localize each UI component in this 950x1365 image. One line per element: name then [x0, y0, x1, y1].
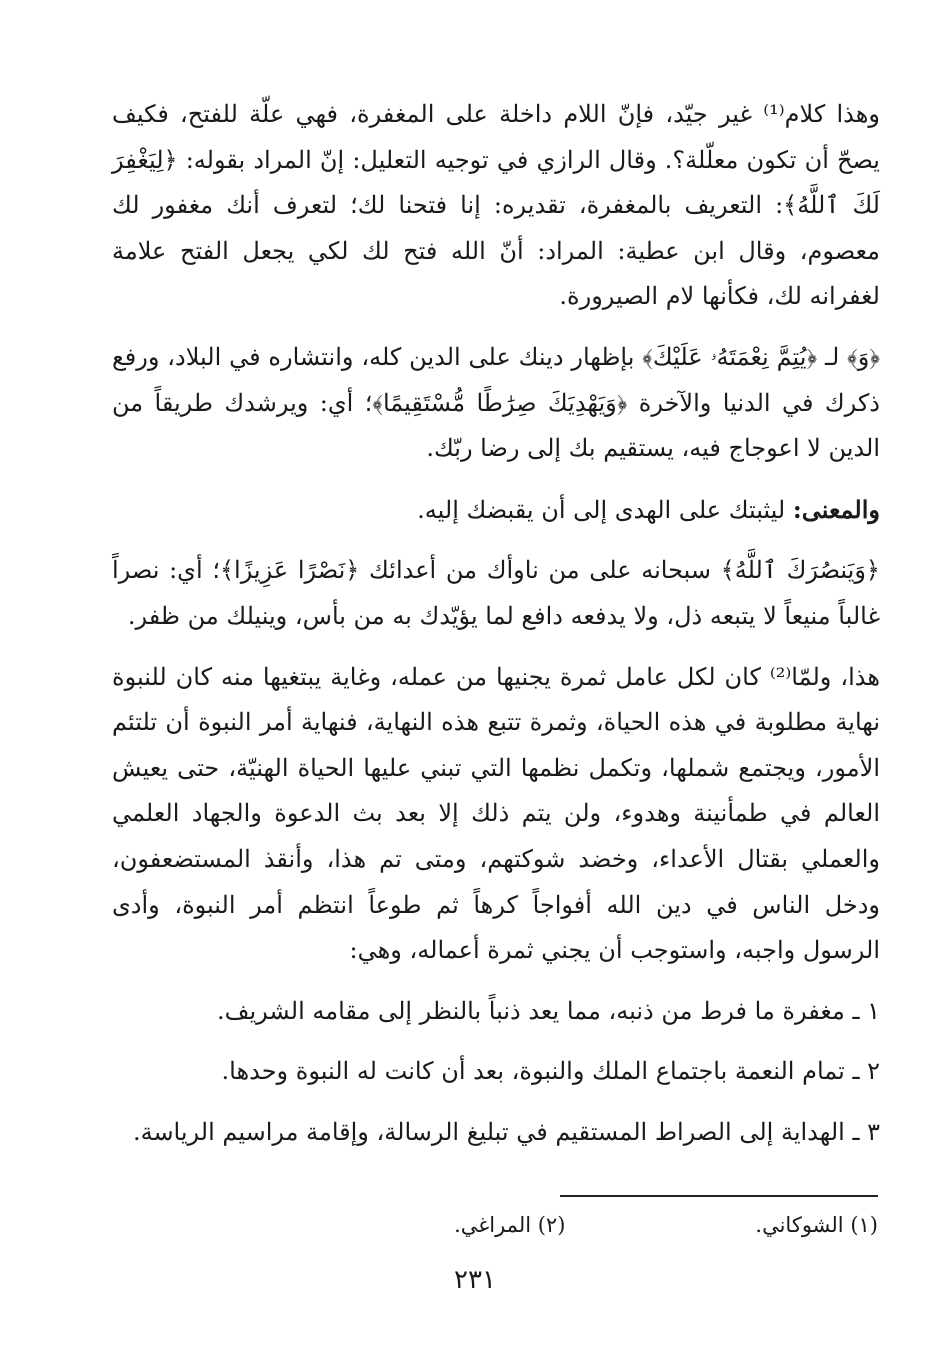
body-text	[112, 92, 880, 1155]
list-item-2: ٢ ـ تمام النعمة باجتماع الملك والنبوة، بعد أن كانت له النبوة وحدها.	[221, 1057, 880, 1086]
footnote-divider	[560, 1195, 878, 1197]
paragraph-3	[112, 487, 880, 534]
footnote-2: (٢) المراغي.	[454, 1213, 566, 1237]
paragraph-1: وهذا كلام⁽¹⁾ غير جيّد، فإنّ اللام داخلة على المغفرة، فهي علّة للفتح، فكيف يصحّ أن تكون معلّلة؟. وقال الرازي في توجيه التعليل: إنّ المراد بقوله: ﴿لِيَغْفِرَ لَكَ ٱللَّهُ﴾: التعريف بالمغفرة، تقديره: إنا فتحنا لك؛ لتعرف أنك مغفور لك معصوم، وقال ابن عطية: المراد: أنّ الله فتح لك لكي يجعل الفتح علامة لغفرانه لك، فكأنها لام الصيرورة.	[112, 100, 880, 311]
list-item-3: ٣ ـ الهداية إلى الصراط المستقيم في تبليغ الرسالة، وإقامة مراسيم الرياسة.	[132, 1117, 880, 1146]
page-number: ٢٣١	[454, 1265, 496, 1295]
footnote-1: (١) الشوكاني.	[755, 1213, 878, 1237]
paragraph-3-text: ليثبتك على الهدى إلى أن يقبضك إليه.	[417, 495, 793, 524]
paragraph-5: هذا، ولمّا⁽²⁾ كان لكل عامل ثمرة يجنيها من عمله، وغاية يبتغيها منه كان للنبوة نهاية مطلوبة في هذه الحياة، وثمرة تتبع هذه النهاية، فنهاية أمر النبوة أن تلتئم الأمور، ويجتمع شملها، وتكمل نظمها التي تبني عليها الحياة الهنيّة، حتى يعيش العالم في طمأنينة وهدوء، ولن يتم ذلك إلا بعد بث الدعوة والجهاد العلمي والعملي بقتال الأعداء، وخضد شوكتهم، ومتى تم هذا، وأنقذ المستضعفون، ودخل الناس في دين الله أفواجاً كرهاً ثم طوعاً انتظم أمر النبوة، وأدى الرسول واجبه، واستوجب أن يجني ثمرة أعماله، وهي:	[112, 662, 880, 965]
footnotes	[278, 1210, 878, 1240]
paragraph-3-lead: والمعنى:	[792, 494, 880, 524]
paragraph-2: ﴿وَ﴾ لـ ﴿يُتِمَّ نِعْمَتَهُۥ عَلَيْكَ﴾ بإظهار دينك على الدين كله، وانتشاره في البلاد، ورفع ذكرك في الدنيا والآخرة ﴿وَيَهْدِيَكَ صِرَٰطًا مُّسْتَقِيمًا﴾؛ أي: ويرشدك طريقاً من الدين لا اعوجاج فيه، يستقيم بك إلى رضا ربّك.	[112, 342, 880, 463]
paragraph-4: ﴿وَيَنصُرَكَ ٱللَّهُ﴾ سبحانه على من ناوأك من أعدائك ﴿نَصْرًا عَزِيزًا﴾؛ أي: نصراً غالباً منيعاً لا يتبعه ذل، ولا يدفعه دافع لما يؤيّدك به من بأس، وينيلك من ظفر.	[112, 556, 880, 630]
list-item-1: ١ ـ مغفرة ما فرط من ذنبه، مما يعد ذنباً بالنظر إلى مقامه الشريف.	[216, 996, 880, 1025]
